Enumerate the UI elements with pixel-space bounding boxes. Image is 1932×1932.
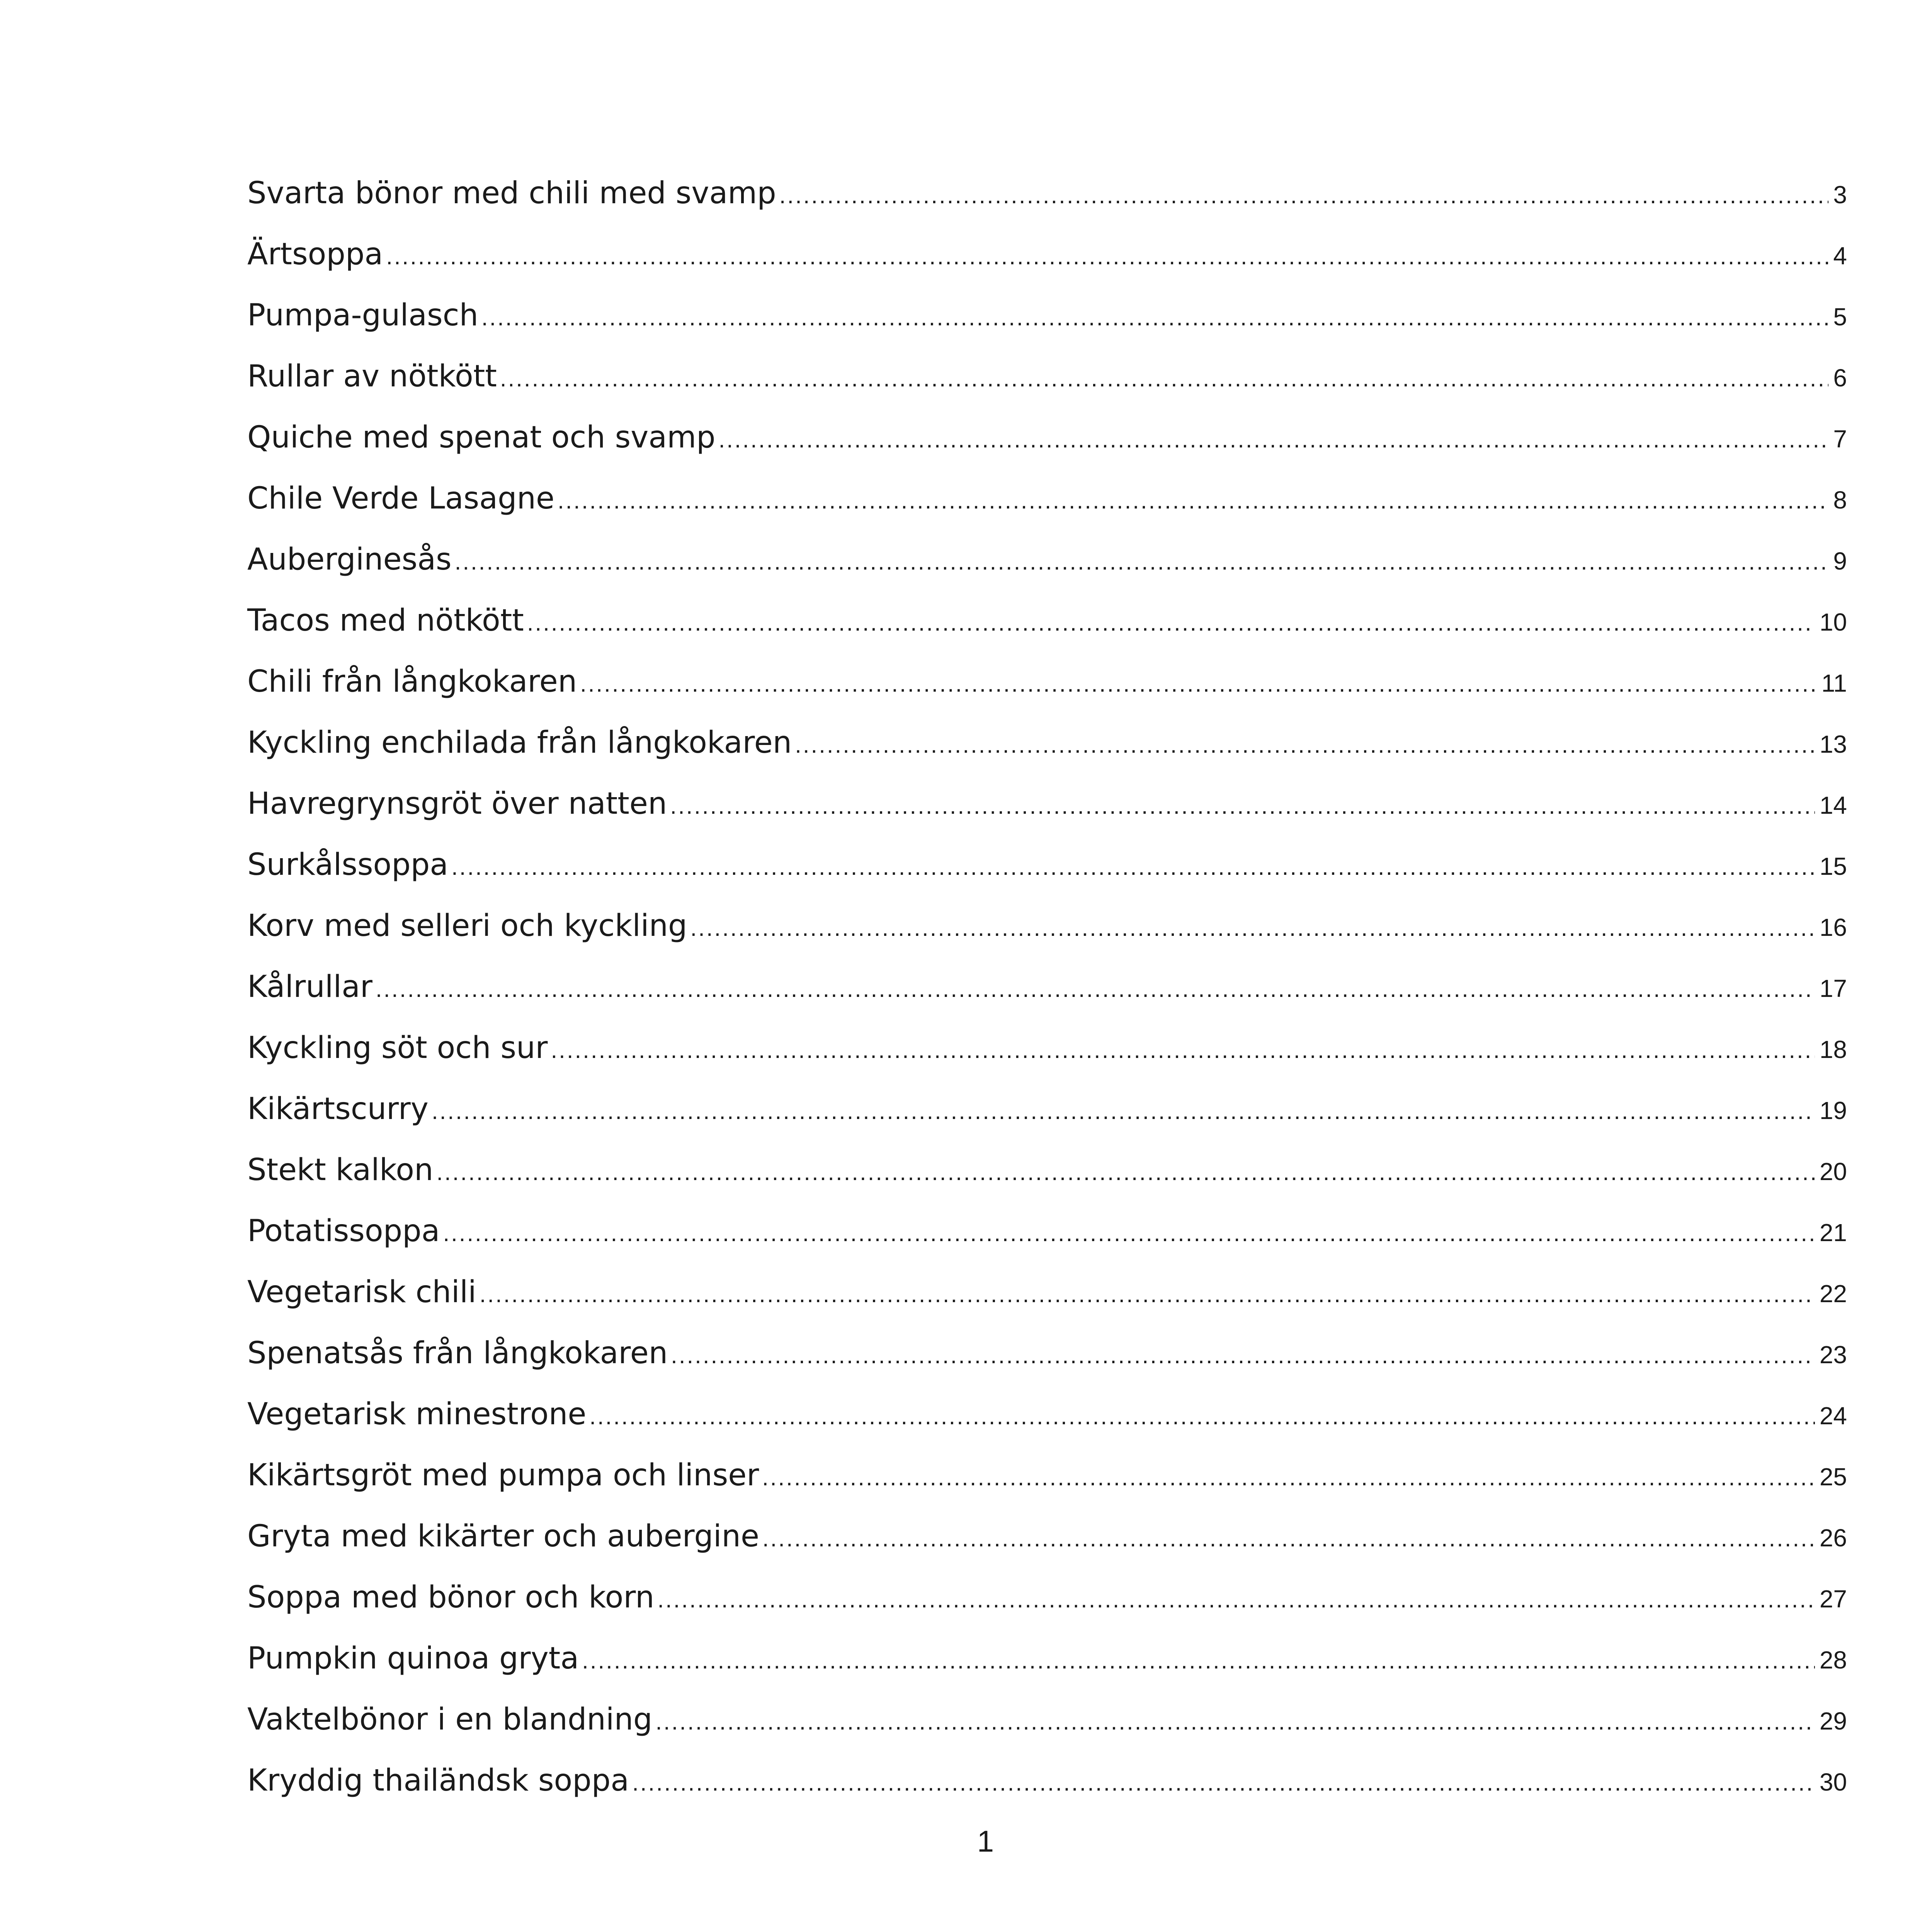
toc-dot-leader (481, 304, 1828, 331)
toc-entry[interactable] (247, 420, 1847, 481)
toc-entry-title[interactable]: Ärtsoppa (247, 237, 383, 272)
toc-entry-page-number[interactable]: 15 (1819, 852, 1847, 880)
toc-entry[interactable] (247, 1641, 1847, 1702)
toc-dot-leader (500, 365, 1829, 392)
toc-dot-leader (670, 793, 1815, 819)
toc-dot-leader (632, 1769, 1815, 1796)
toc-dot-leader (719, 426, 1829, 453)
toc-entry-page-number[interactable]: 5 (1833, 303, 1847, 331)
toc-entry-title[interactable]: Gryta med kikärter och aubergine (247, 1519, 759, 1554)
toc-dot-leader (762, 1464, 1815, 1491)
toc-entry-page-number[interactable]: 27 (1819, 1585, 1847, 1613)
toc-entry-title[interactable]: Chile Verde Lasagne (247, 481, 554, 516)
toc-entry[interactable] (247, 969, 1847, 1031)
toc-entry-title[interactable]: Rullar av nötkött (247, 359, 497, 394)
toc-entry-title[interactable]: Stekt kalkon (247, 1153, 434, 1187)
toc-entry[interactable] (247, 847, 1847, 908)
toc-entry-page-number[interactable]: 6 (1833, 364, 1847, 392)
toc-dot-leader (527, 609, 1815, 636)
toc-entry[interactable] (247, 1519, 1847, 1580)
toc-entry[interactable] (247, 664, 1847, 725)
toc-entry[interactable] (247, 1458, 1847, 1519)
toc-entry-title[interactable]: Korv med selleri och kyckling (247, 908, 687, 943)
toc-dot-leader (795, 731, 1815, 758)
toc-dot-leader (551, 1037, 1815, 1063)
toc-entry-title[interactable]: Potatissoppa (247, 1214, 440, 1248)
toc-entry-title[interactable]: Kryddig thailändsk soppa (247, 1763, 629, 1798)
toc-entry[interactable] (247, 481, 1847, 542)
toc-entry-title[interactable]: Kikärtsgröt med pumpa och linser (247, 1458, 759, 1493)
toc-entry-page-number[interactable]: 3 (1833, 181, 1847, 209)
toc-entry-page-number[interactable]: 9 (1833, 547, 1847, 575)
toc-entry[interactable] (247, 1336, 1847, 1397)
toc-entry-title[interactable]: Svarta bönor med chili med svamp (247, 176, 776, 211)
toc-dot-leader (589, 1403, 1815, 1430)
toc-entry-page-number[interactable]: 16 (1819, 913, 1847, 941)
toc-entry-page-number[interactable]: 28 (1819, 1646, 1847, 1674)
toc-entry-page-number[interactable]: 13 (1819, 730, 1847, 758)
toc-entry[interactable] (247, 237, 1847, 298)
toc-dot-leader (582, 1647, 1815, 1674)
toc-entry[interactable] (247, 725, 1847, 786)
toc-entry-title[interactable]: Vaktelbönor i en blandning (247, 1702, 653, 1737)
toc-entry[interactable] (247, 908, 1847, 969)
toc-entry[interactable] (247, 786, 1847, 847)
toc-entry-page-number[interactable]: 23 (1819, 1341, 1847, 1369)
toc-entry-page-number[interactable]: 21 (1819, 1219, 1847, 1247)
toc-dot-leader (580, 670, 1816, 697)
toc-entry[interactable] (247, 1153, 1847, 1214)
toc-entry[interactable] (247, 298, 1847, 359)
toc-entry-title[interactable]: Surkålssoppa (247, 847, 449, 882)
toc-entry-title[interactable]: Vegetarisk minestrone (247, 1397, 587, 1432)
toc-entry-title[interactable]: Pumpa-gulasch (247, 298, 478, 333)
toc-dot-leader (436, 1159, 1815, 1185)
toc-entry-title[interactable]: Kålrullar (247, 969, 372, 1004)
toc-entry-page-number[interactable]: 11 (1821, 669, 1847, 697)
toc-dot-leader (657, 1586, 1815, 1613)
toc-entry-page-number[interactable]: 10 (1819, 608, 1847, 636)
toc-entry-page-number[interactable]: 19 (1819, 1097, 1847, 1124)
toc-entry-page-number[interactable]: 18 (1819, 1036, 1847, 1063)
toc-dot-leader (455, 548, 1829, 575)
toc-entry-page-number[interactable]: 4 (1833, 242, 1847, 270)
toc-entry-title[interactable]: Spenatsås från långkokaren (247, 1336, 668, 1371)
toc-entry[interactable] (247, 542, 1847, 603)
toc-dot-leader (690, 915, 1815, 941)
toc-entry-title[interactable]: Kikärtscurry (247, 1092, 429, 1126)
toc-dot-leader (762, 1525, 1815, 1552)
toc-entry-title[interactable]: Quiche med spenat och svamp (247, 420, 716, 455)
toc-dot-leader (451, 854, 1815, 880)
toc-entry-page-number[interactable]: 14 (1819, 791, 1847, 819)
table-of-contents (247, 176, 1847, 1824)
toc-entry-title[interactable]: Tacos med nötkött (247, 603, 524, 638)
toc-entry-title[interactable]: Kyckling enchilada från långkokaren (247, 725, 792, 760)
toc-dot-leader (671, 1342, 1815, 1369)
toc-entry[interactable] (247, 176, 1847, 237)
toc-dot-leader (376, 976, 1815, 1002)
toc-entry-title[interactable]: Pumpkin quinoa gryta (247, 1641, 579, 1676)
toc-entry-title[interactable]: Auberginesås (247, 542, 452, 577)
toc-entry-page-number[interactable]: 24 (1819, 1402, 1847, 1430)
toc-entry[interactable] (247, 603, 1847, 664)
toc-entry-page-number[interactable]: 25 (1819, 1463, 1847, 1491)
toc-entry[interactable] (247, 1397, 1847, 1458)
toc-entry[interactable] (247, 1275, 1847, 1336)
toc-entry[interactable] (247, 359, 1847, 420)
toc-entry-page-number[interactable]: 8 (1833, 486, 1847, 514)
toc-entry-title[interactable]: Soppa med bönor och korn (247, 1580, 655, 1615)
toc-entry-title[interactable]: Chili från långkokaren (247, 664, 577, 699)
toc-entry-page-number[interactable]: 22 (1819, 1280, 1847, 1308)
toc-entry[interactable] (247, 1031, 1847, 1092)
toc-entry-page-number[interactable]: 26 (1819, 1524, 1847, 1552)
toc-entry[interactable] (247, 1763, 1847, 1824)
toc-entry-page-number[interactable]: 20 (1819, 1158, 1847, 1185)
toc-entry-page-number[interactable]: 17 (1819, 975, 1847, 1002)
toc-entry-title[interactable]: Vegetarisk chili (247, 1275, 476, 1310)
toc-dot-leader (558, 487, 1828, 514)
toc-entry[interactable] (247, 1092, 1847, 1153)
toc-entry-page-number[interactable]: 30 (1819, 1768, 1847, 1796)
toc-entry[interactable] (247, 1580, 1847, 1641)
toc-entry-title[interactable]: Havregrynsgröt över natten (247, 786, 667, 821)
toc-dot-leader (386, 243, 1828, 270)
toc-dot-leader (480, 1281, 1815, 1308)
toc-dot-leader (443, 1220, 1815, 1247)
toc-dot-leader (779, 182, 1829, 209)
toc-entry[interactable] (247, 1702, 1847, 1763)
toc-dot-leader (655, 1708, 1815, 1735)
toc-entry-page-number[interactable]: 7 (1833, 425, 1847, 453)
toc-entry[interactable] (247, 1214, 1847, 1275)
toc-entry-page-number[interactable]: 29 (1819, 1707, 1847, 1735)
page-number: 1 (977, 1824, 994, 1858)
toc-entry-title[interactable]: Kyckling söt och sur (247, 1031, 548, 1065)
toc-dot-leader (432, 1098, 1815, 1124)
